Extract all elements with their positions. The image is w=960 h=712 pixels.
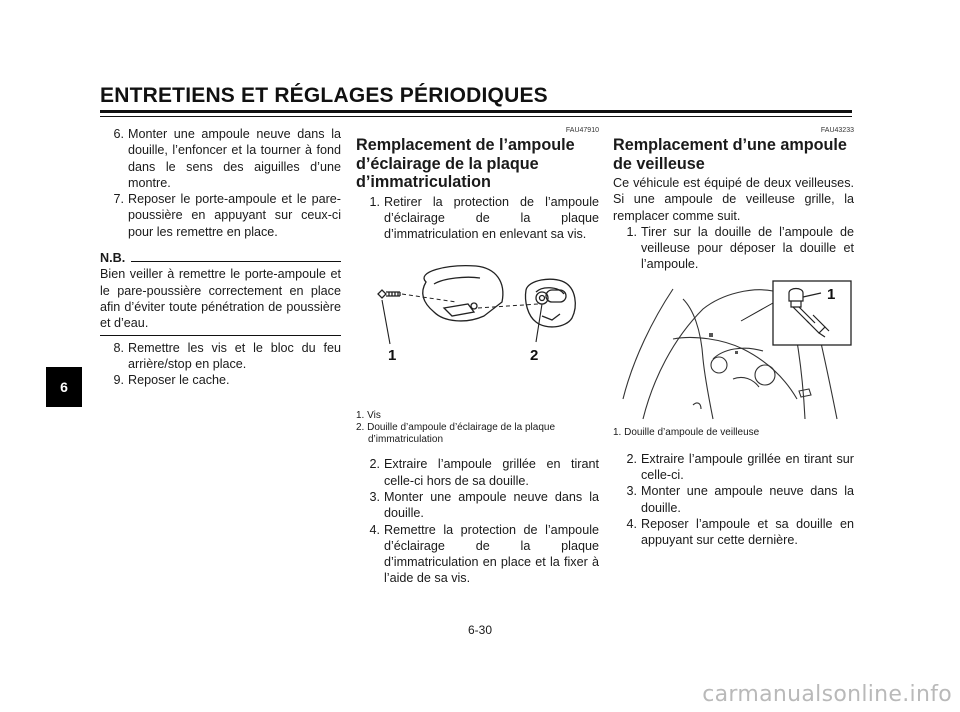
figure-caption: 1. Douille d’ampoule de veilleuse <box>613 426 760 438</box>
nb-end-rule <box>100 335 341 336</box>
page-number: 6-30 <box>467 623 493 637</box>
step-9: 9. Reposer le cache. <box>113 373 230 388</box>
section-title-position-light: Remplacement d’une ampoule de veilleuse <box>613 136 847 173</box>
step-3: 3. Monter une ampoule neuve dans la douille. <box>369 489 599 521</box>
column-left <box>100 126 341 388</box>
header-rule-thin <box>100 116 852 117</box>
license-light-illustration <box>356 242 599 410</box>
reference-code: FAU47910 <box>565 127 599 134</box>
step-1: 1. Retirer la protection de l’ampoule d’éclairage de la plaque d’immatriculation en enlevant sa vis. <box>369 194 599 242</box>
section-title-license-light: Remplacement de l’ampoule d’éclairage de la plaque d’immatriculation <box>356 136 575 191</box>
reference-code: FAU43233 <box>820 127 854 134</box>
intro-paragraph: Ce véhicule est équipé de deux veilleuses. Si une ampoule de veilleuse grille, la remplacer comme suit. <box>613 176 854 223</box>
step-7: 7. Reposer le porte-ampoule et le pare-poussière en appuyant sur ceux-ci pour les remettre en place. <box>113 192 341 239</box>
header-rule-thick <box>100 110 852 113</box>
column-right <box>613 126 854 549</box>
position-light-figure <box>613 279 854 427</box>
column-middle <box>356 126 599 587</box>
chapter-tab: 6 <box>46 367 82 407</box>
nb-text: Bien veiller à remettre le porte-ampoule et le pare-poussière correctement en place afin d’éviter toute pénétration de poussière et d’eau. <box>100 267 341 331</box>
step-6: 6. Monter une ampoule neuve dans la douille, l’enfoncer et la tourner à fond dans le sens des aiguilles d’une montre. <box>113 127 341 190</box>
step-8: 8. Remettre les vis et le bloc du feu arrière/stop en place. <box>113 340 341 371</box>
step-4: 4. Reposer l’ampoule et sa douille en appuyant sur cette dernière. <box>626 516 854 548</box>
step-1: 1. Tirer sur la douille de l’ampoule de veilleuse pour déposer la douille et l’ampoule. <box>626 224 854 272</box>
step-3: 3. Monter une ampoule neuve dans la douille. <box>626 484 854 515</box>
page-header-title: ENTRETIENS ET RÉGLAGES PÉRIODIQUES <box>100 84 548 107</box>
callout-1: 1 <box>827 285 836 303</box>
step-2: 2. Extraire l’ampoule grillée en tirant celle-ci hors de sa douille. <box>369 457 599 488</box>
step-4: 4. Remettre la protection de l’ampoule d’éclairage de la plaque d’immatriculation en place et la fixer à l’aide de sa vis. <box>369 522 599 586</box>
callout-2: 2 <box>530 347 539 365</box>
nb-heading: N.B. <box>100 250 341 266</box>
position-light-illustration <box>613 279 854 427</box>
step-2: 2. Extraire l’ampoule grillée en tirant sur celle-ci. <box>626 451 854 483</box>
figure-caption: 1. Vis 2. Douille d’ampoule d’éclairage de la plaque d’immatriculation <box>356 410 556 446</box>
watermark: carmanualsonline.info <box>702 682 952 707</box>
license-light-figure <box>356 242 599 410</box>
callout-1: 1 <box>388 347 397 365</box>
